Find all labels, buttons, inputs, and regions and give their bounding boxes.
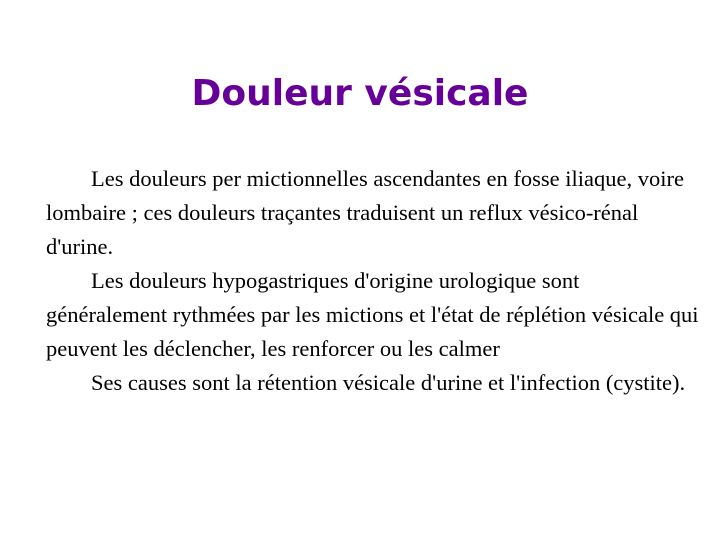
slide-title: Douleur vésicale — [191, 73, 529, 114]
paragraph-hypogastric: Les douleurs hypogastriques d'origine urologique sont généralement rythmées par les mictions et l'état de réplétion vésicale qui peuvent les déclencher, les renforcer ou les calmer — [46, 268, 699, 361]
paragraph-causes: Ses causes sont la rétention vésicale d'urine et l'infection (cystite). — [91, 370, 686, 395]
paragraph-reflux: Les douleurs per mictionnelles ascendantes en fosse iliaque, voire lombaire ; ces douleurs traçantes traduisent un reflux vésico-rénal d'urine. — [46, 166, 684, 259]
slide-body — [46, 162, 706, 400]
